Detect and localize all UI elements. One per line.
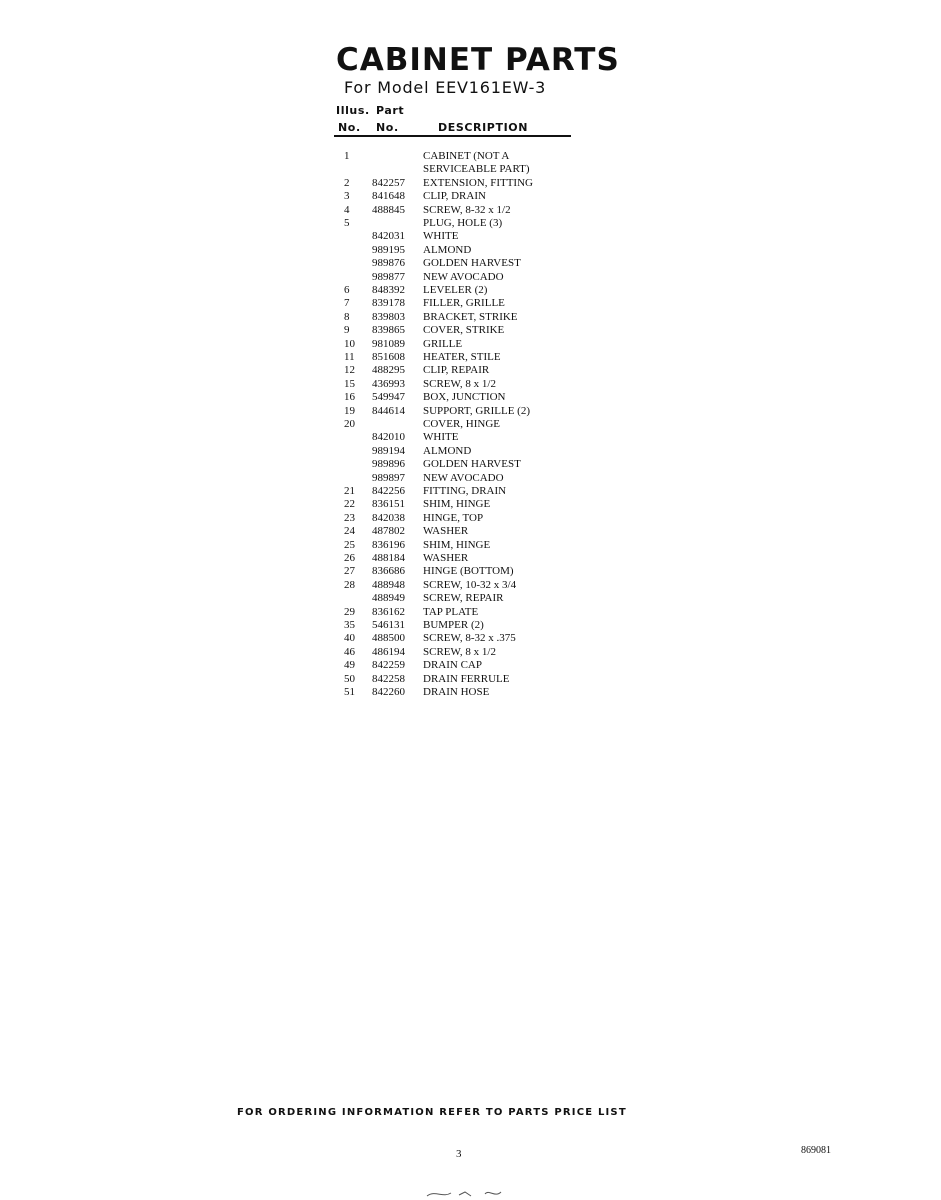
part-description: SHIM, HINGE bbox=[423, 498, 491, 511]
part-number: 842010 bbox=[372, 431, 405, 444]
illus-number: 12 bbox=[344, 364, 355, 377]
model-subtitle: For Model EEV161EW-3 bbox=[344, 78, 547, 97]
part-number: 848392 bbox=[372, 284, 405, 296]
illus-number: 3 bbox=[344, 190, 350, 203]
illus-number: 7 bbox=[344, 297, 350, 310]
document-number: 869081 bbox=[801, 1145, 831, 1156]
part-description: BUMPER (2) bbox=[423, 619, 484, 631]
part-description: NEW AVOCADO bbox=[423, 270, 504, 283]
part-number: 836151 bbox=[372, 498, 405, 511]
part-description: HEATER, STILE bbox=[423, 351, 501, 363]
illus-number: 11 bbox=[344, 351, 355, 363]
part-description: GOLDEN HARVEST bbox=[423, 257, 521, 270]
part-description: COVER, HINGE bbox=[423, 418, 500, 430]
illus-number: 19 bbox=[344, 404, 355, 417]
illus-number: 9 bbox=[344, 324, 350, 337]
part-description: SUPPORT, GRILLE (2) bbox=[423, 404, 530, 417]
illus-number: 10 bbox=[344, 337, 355, 350]
part-number: 488500 bbox=[372, 632, 405, 645]
illus-number: 49 bbox=[344, 659, 355, 672]
illus-number: 2 bbox=[344, 176, 350, 189]
illus-number: 24 bbox=[344, 525, 355, 538]
part-number: 989194 bbox=[372, 444, 405, 457]
part-description: HINGE (BOTTOM) bbox=[423, 565, 514, 578]
part-number: 989896 bbox=[372, 458, 405, 471]
part-description: SHIM, HINGE bbox=[423, 538, 491, 551]
part-number: 488845 bbox=[372, 203, 405, 216]
illus-number: 22 bbox=[344, 498, 355, 511]
page-number: 3 bbox=[456, 1148, 462, 1160]
header-illus-label: Illus. bbox=[336, 104, 370, 117]
part-description: DRAIN FERRULE bbox=[423, 672, 510, 685]
illus-number: 4 bbox=[344, 203, 350, 216]
part-number: 842031 bbox=[372, 230, 405, 243]
part-description: WASHER bbox=[423, 552, 469, 564]
part-number: 981089 bbox=[372, 337, 405, 350]
part-description: CLIP, REPAIR bbox=[423, 364, 490, 377]
part-description: NEW AVOCADO bbox=[423, 471, 504, 484]
part-number: 989195 bbox=[372, 243, 405, 256]
part-description: COVER, STRIKE bbox=[423, 324, 505, 337]
illus-number: 35 bbox=[344, 619, 355, 631]
part-number: 851608 bbox=[372, 351, 405, 363]
part-number: 836686 bbox=[372, 565, 405, 578]
illus-number: 27 bbox=[344, 565, 355, 578]
part-description: DRAIN HOSE bbox=[423, 686, 490, 698]
part-description: ALMOND bbox=[423, 243, 472, 256]
part-description: WHITE bbox=[423, 431, 459, 444]
part-description: SERVICEABLE PART) bbox=[423, 163, 530, 176]
illus-number: 23 bbox=[344, 511, 355, 524]
part-number: 488949 bbox=[372, 592, 405, 605]
part-description: WASHER bbox=[423, 525, 469, 538]
part-number: 842260 bbox=[372, 686, 405, 698]
part-description: EXTENSION, FITTING bbox=[423, 176, 533, 189]
part-number: 549947 bbox=[372, 391, 405, 404]
part-number: 841648 bbox=[372, 190, 405, 203]
part-number: 842258 bbox=[372, 672, 405, 685]
part-number: 839178 bbox=[372, 297, 405, 310]
part-number: 844614 bbox=[372, 404, 405, 417]
part-number: 836196 bbox=[372, 538, 405, 551]
illus-number: 28 bbox=[344, 578, 355, 591]
part-description: CABINET (NOT A bbox=[423, 150, 510, 162]
part-number: 989877 bbox=[372, 270, 405, 283]
ordering-info-note: FOR ORDERING INFORMATION REFER TO PARTS PRICE LIST bbox=[237, 1107, 627, 1118]
illus-number: 20 bbox=[344, 418, 355, 430]
part-number: 842257 bbox=[372, 176, 405, 189]
header-description: DESCRIPTION bbox=[438, 121, 529, 134]
part-description: SCREW, 8 x 1/2 bbox=[423, 377, 496, 390]
part-number: 842259 bbox=[372, 659, 405, 672]
part-number: 839865 bbox=[372, 324, 405, 337]
illus-number: 29 bbox=[344, 605, 355, 618]
header-part-no: No. bbox=[376, 121, 399, 134]
part-description: FILLER, GRILLE bbox=[423, 297, 505, 310]
illus-number: 40 bbox=[344, 632, 355, 645]
part-number: 842038 bbox=[372, 511, 405, 524]
part-description: WHITE bbox=[423, 230, 459, 243]
illus-number: 25 bbox=[344, 538, 355, 551]
part-description: SCREW, 10-32 x 3/4 bbox=[423, 578, 517, 591]
part-number: 546131 bbox=[372, 619, 405, 631]
part-description: TAP PLATE bbox=[423, 605, 479, 618]
part-description: SCREW, 8-32 x 1/2 bbox=[423, 203, 511, 216]
part-description: BOX, JUNCTION bbox=[423, 391, 506, 404]
part-number: 488948 bbox=[372, 578, 405, 591]
part-description: CLIP, DRAIN bbox=[423, 190, 486, 203]
part-number: 436993 bbox=[372, 377, 405, 390]
part-description: SCREW, 8 x 1/2 bbox=[423, 645, 496, 658]
part-description: SCREW, REPAIR bbox=[423, 592, 504, 605]
part-description: ALMOND bbox=[423, 444, 472, 457]
illus-number: 50 bbox=[344, 672, 355, 685]
header-rule bbox=[334, 135, 571, 137]
illus-number: 46 bbox=[344, 645, 355, 658]
part-number: 842256 bbox=[372, 485, 405, 497]
illus-number: 6 bbox=[344, 284, 350, 296]
part-number: 989876 bbox=[372, 257, 405, 270]
part-description: DRAIN CAP bbox=[423, 659, 482, 672]
part-number: 488184 bbox=[372, 552, 405, 564]
part-description: GRILLE bbox=[423, 337, 463, 350]
header-illus-no: No. bbox=[338, 121, 361, 134]
handwritten-mark bbox=[425, 1186, 515, 1200]
illus-number: 21 bbox=[344, 485, 355, 497]
header-part-label: Part bbox=[376, 104, 405, 117]
part-number: 989897 bbox=[372, 471, 405, 484]
part-description: PLUG, HOLE (3) bbox=[423, 217, 503, 229]
illus-number: 51 bbox=[344, 686, 355, 698]
illus-number: 15 bbox=[344, 377, 355, 390]
illus-number: 16 bbox=[344, 391, 355, 404]
illus-number: 8 bbox=[344, 310, 350, 323]
illus-number: 5 bbox=[344, 217, 350, 229]
part-number: 839803 bbox=[372, 310, 405, 323]
part-number: 836162 bbox=[372, 605, 405, 618]
part-description: BRACKET, STRIKE bbox=[423, 310, 518, 323]
part-description: FITTING, DRAIN bbox=[423, 485, 507, 497]
part-number: 486194 bbox=[372, 645, 405, 658]
illus-number: 26 bbox=[344, 552, 355, 564]
part-description: HINGE, TOP bbox=[423, 511, 484, 524]
part-number: 487802 bbox=[372, 525, 405, 538]
part-description: GOLDEN HARVEST bbox=[423, 458, 521, 471]
part-description: SCREW, 8-32 x .375 bbox=[423, 632, 516, 645]
page-title: CABINET PARTS bbox=[336, 42, 620, 78]
part-number: 488295 bbox=[372, 364, 405, 377]
part-description: LEVELER (2) bbox=[423, 284, 488, 296]
illus-number: 1 bbox=[344, 150, 350, 162]
